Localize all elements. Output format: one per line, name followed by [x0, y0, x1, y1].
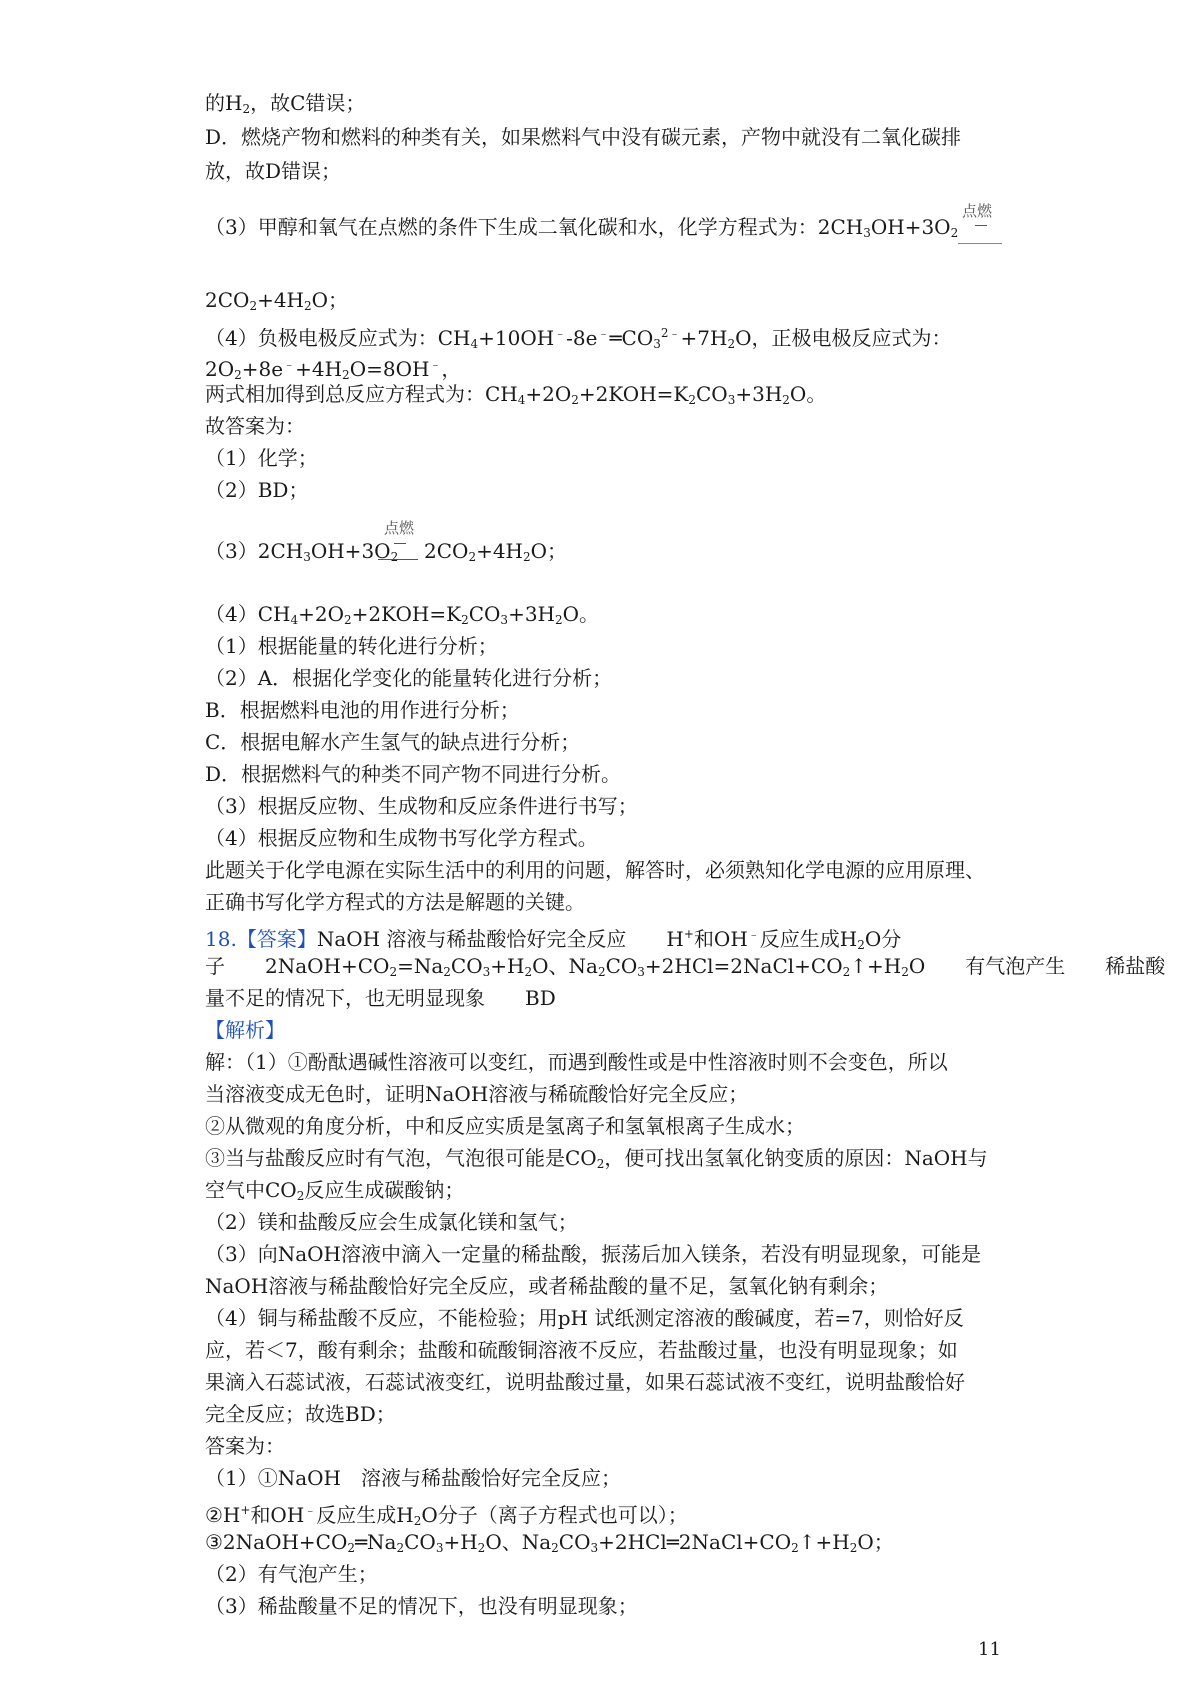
equation-line: $(3)2CH_3OH+3O_2$ [205, 539, 399, 564]
text-line: 果滴入石蕊试液，石蕊试液变红，说明盐酸过量，如果石蕊试液不变红，说明盐酸恰好 [205, 1370, 965, 1394]
text-line: 解：（1）①酚酞遇碱性溶液可以变红，而遇到酸性或是中性溶液时则不会变色，所以 [205, 1050, 948, 1074]
text-line: （3）向NaOH溶液中滴入一定量的稀盐酸，振荡后加入镁条，若没有明显现象，可能是 [205, 1242, 981, 1266]
text-line: $(4)CH_4+2O_2+2KOH=K_2CO_3+3H_2O$。 [205, 602, 600, 627]
text-line: （2）有气泡产生； [205, 1562, 378, 1586]
text-line: 的$H_2$，故C错误； [205, 91, 366, 116]
text-line: 此题关于化学电源在实际生活中的利用的问题，解答时，必须熟知化学电源的应用原理、 [205, 858, 985, 882]
text-line: D．燃烧产物和燃料的种类有关，如果燃料气中没有碳元素，产物中就没有二氧化碳排 [205, 125, 962, 149]
text-line: （2）BD； [205, 478, 309, 502]
text-line: （4）根据反应物和生成物书写化学方程式。 [205, 826, 598, 850]
equals-sign [378, 559, 418, 560]
text-line: ②H+和OH﹣反应生成$H_2O$分子（离子方程式也可以）； [205, 1503, 688, 1528]
equals-sign [975, 225, 987, 226]
text-line: ②从微观的角度分析，中和反应实质是氢离子和氢氧根离子生成水； [205, 1114, 805, 1138]
text-line: $2CO_2+4H_2O$； [205, 288, 349, 313]
text-line: 放，故D错误； [205, 159, 342, 183]
text-line: （2）A．根据化学变化的能量转化进行分析； [205, 666, 613, 690]
text-line: ③当与盐酸反应时有气泡，气泡很可能是$CO_2$，便可找出氢氧化钠变质的原因：NaOH与 [205, 1146, 988, 1171]
answer-line: 子 $2NaOH+CO_2=Na_2CO_3+H_2O$、$Na_2CO_3+2HCl=2NaCl+CO_2↑+H_2O$ 有气泡产生 稀盐酸 [205, 954, 1166, 979]
text-line: （4）铜与稀盐酸不反应，不能检验；用pH 试纸测定溶液的酸碱度，若=7，则恰好反 [205, 1306, 964, 1330]
equals-sign [958, 243, 1002, 244]
equals-sign [394, 543, 406, 544]
text-line: 当溶液变成无色时，证明NaOH溶液与稀硫酸恰好完全反应； [205, 1082, 749, 1106]
text-line: 应，若＜7，酸有剩余；盐酸和硫酸铜溶液不反应，若盐酸过量，也没有明显现象；如 [205, 1338, 958, 1362]
text-line: （1）根据能量的转化进行分析； [205, 634, 498, 658]
answer-label: 18.【答案】 [205, 927, 317, 951]
answer-line: 18.【答案】NaOH 溶液与稀盐酸恰好完全反应 H+和OH﹣反应生成$H_2O$分 [205, 927, 902, 952]
text-line: NaOH溶液与稀盐酸恰好完全反应，或者稀盐酸的量不足，氢氧化钠有剩余； [205, 1274, 889, 1298]
text-line: 故答案为： [205, 414, 305, 438]
text-line: （3）稀盐酸量不足的情况下，也没有明显现象； [205, 1594, 638, 1618]
text-line: 空气中$CO_2$反应生成碳酸钠； [205, 1178, 465, 1203]
text-line: 完全反应；故选BD； [205, 1402, 396, 1426]
reaction-condition: 点燃 [384, 519, 415, 537]
text-line: （1）①NaOH 溶液与稀盐酸恰好完全反应； [205, 1466, 621, 1490]
text-line: （3）根据反应物、生成物和反应条件进行书写； [205, 794, 638, 818]
text-line: （4）负极电极反应式为：$CH_4+10OH^﹣-8e^﹣═CO_3^{2﹣}+7H_2O$，正极电极反应式为： [205, 326, 952, 351]
equation-product: $2CO_2+4H_2O$； [424, 539, 568, 564]
analysis-label: 【解析】 [205, 1018, 285, 1042]
text-line: 两式相加得到总反应方程式为：$CH_4+2O_2+2KOH=K_2CO_3+3H_2O$。 [205, 382, 827, 407]
text-line: 答案为： [205, 1434, 285, 1458]
reaction-condition: 点燃 [962, 202, 993, 220]
text-line: D．根据燃料气的种类不同产物不同进行分析。 [205, 762, 622, 786]
text-line: （1）化学； [205, 446, 318, 470]
text-line: 正确书写化学方程式的方法是解题的关键。 [205, 890, 585, 914]
text-line: C．根据电解水产生氢气的缺点进行分析； [205, 730, 581, 754]
text-line: $③2NaOH+CO_2═Na_2CO_3+H_2O$、$Na_2CO_3+2HCl═2NaCl+CO_2↑+H_2O$； [205, 1530, 894, 1555]
text-line: $2O_2+8e^﹣+4H_2O=8OH^﹣$， [205, 357, 462, 382]
equation-line: （3）甲醇和氧气在点燃的条件下生成二氧化碳和水，化学方程式为：$2CH_3OH+3O_2$ [205, 215, 959, 240]
text-line: B．根据燃料电池的用作进行分析； [205, 698, 520, 722]
page-number: 11 [978, 1639, 1001, 1660]
answer-line: 量不足的情况下，也无明显现象 BD [205, 986, 556, 1010]
text-line: （2）镁和盐酸反应会生成氯化镁和氢气； [205, 1210, 578, 1234]
